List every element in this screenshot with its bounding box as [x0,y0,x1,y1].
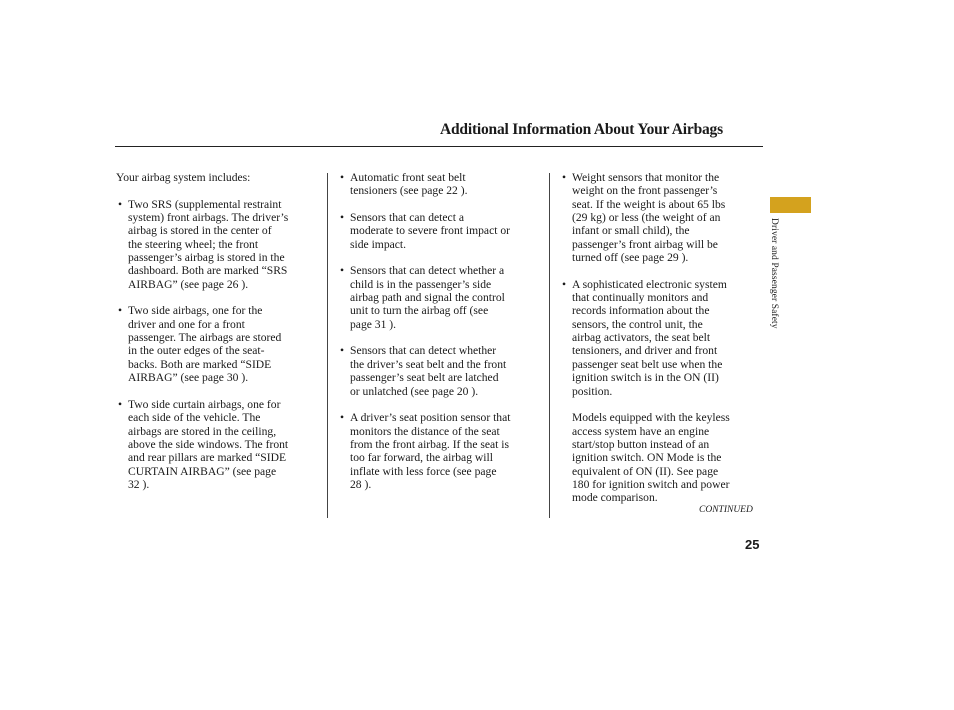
text-line: • Automatic front seat belt [350,171,466,184]
text-line: child is in the passenger’s side [350,277,492,291]
bullet-seat-position-sensor [338,411,544,491]
text-line: side impact. [350,237,407,251]
text-line: passenger seat belt use when the [572,357,723,371]
text-line: start/stop button instead of an [572,437,710,451]
text-line: airbag is stored in the center of [128,224,272,238]
text-line: seat. If the weight is about 65 lbs [572,197,726,211]
text-line: 28 ). [350,477,372,491]
text-line: 180 for ignition switch and power [572,477,730,491]
text-line: (29 kg) or less (the weight of an [572,211,721,225]
text-line: mode comparison. [572,491,658,505]
column-2 [338,171,544,505]
text-line: • Weight sensors that monitor the [572,171,720,184]
text-line: • Sensors that can detect a [350,211,464,225]
text-line: moderate to severe front impact or [350,224,510,238]
text-line: system) front airbags. The driver’s [128,211,289,225]
text-line: the steering wheel; the front [128,237,259,251]
text-line: driver and one for a front [128,317,245,331]
bullet-impact-sensors [338,211,544,251]
text-line: that continually monitors and [572,291,709,305]
text-line: dashboard. Both are marked “SRS [128,264,288,278]
text-line: monitors the distance of the seat [350,424,500,438]
column-3 [560,171,765,505]
side-tab-label: Driver and Passenger Safety [769,218,779,329]
text-line: airbag activators, the seat belt [572,331,711,345]
bullet-front-airbags [116,198,322,291]
bullet-weight-sensors [560,171,765,264]
column-1 [116,171,322,505]
text-line: equivalent of ON (II). See page [572,464,719,478]
title-rule [115,146,763,147]
text-line: AIRBAG” (see page 26 ). [128,277,249,291]
bullet-side-airbags [116,304,322,384]
text-line: and rear pillars are marked “SIDE [128,451,287,465]
text-line: 32 ). [128,477,150,491]
bullet-seat-belt-latch-sensors [338,344,544,397]
column-divider-2 [549,173,550,518]
text-line: • Sensors that can detect whether [350,344,497,358]
text-line: position. [572,384,613,398]
bullet-side-curtain-airbags [116,398,322,491]
bullet-child-sensors [338,264,544,331]
text-line: infant or small child), the [572,224,690,238]
text-line: • A driver’s seat position sensor that [350,411,511,425]
text-line: or unlatched (see page 20 ). [350,384,479,398]
text-line: passenger’s front airbag will be [572,237,718,251]
text-line: ignition switch is in the ON (II) [572,371,719,385]
section-tab-marker [770,197,811,213]
text-line: ignition switch. ON Mode is the [572,451,722,465]
text-line: from the front airbag. If the seat is [350,437,510,451]
text-line: Models equipped with the keyless [572,411,730,425]
text-line: CURTAIN AIRBAG” (see page [128,464,277,478]
text-line: • Two side airbags, one for the [128,304,263,318]
text-line: • Two side curtain airbags, one for [128,397,281,411]
text-line: passenger’s airbag is stored in the [128,251,285,265]
text-line: sensors, the control unit, the [572,317,703,331]
text-line: the driver’s seat belt and the front [350,357,507,371]
text-line: too far forward, the airbag will [350,451,493,465]
text-line: airbags are stored in the ceiling, [128,424,277,438]
continued-label: CONTINUED [699,505,753,515]
intro-text: Your airbag system includes: [116,171,251,184]
text-line: passenger. The airbags are stored [128,331,282,345]
text-line: • A sophisticated electronic system [572,277,727,291]
text-line: inflate with less force (see page [350,464,497,478]
page-number: 25 [745,537,760,552]
text-line: tensioners, and driver and front [572,344,718,358]
text-line: backs. Both are marked “SIDE [128,357,272,371]
text-line: unit to turn the airbag off (see [350,304,489,318]
text-line: above the side windows. The front [128,437,289,451]
column-divider-1 [327,173,328,518]
text-line: page 31 ). [350,317,397,331]
text-line: passenger’s seat belt are latched [350,371,499,385]
text-line: each side of the vehicle. The [128,411,261,425]
section-title: Additional Information About Your Airbags [440,121,723,138]
bullet-electronic-system [560,278,765,398]
text-line: AIRBAG” (see page 30 ). [128,371,249,385]
text-line: airbag path and signal the control [350,291,505,305]
text-line: weight on the front passenger’s [572,184,718,198]
text-line: in the outer edges of the seat- [128,344,265,358]
text-line: records information about the [572,304,710,318]
text-line: tensioners (see page 22 ). [350,184,468,198]
text-line: • Sensors that can detect whether a [350,264,505,278]
keyless-access-note [560,411,765,504]
bullet-seat-belt-tensioners [338,171,544,198]
text-line: access system have an engine [572,424,710,438]
text-line: turned off (see page 29 ). [572,251,689,265]
text-line: • Two SRS (supplemental restraint [128,197,282,211]
